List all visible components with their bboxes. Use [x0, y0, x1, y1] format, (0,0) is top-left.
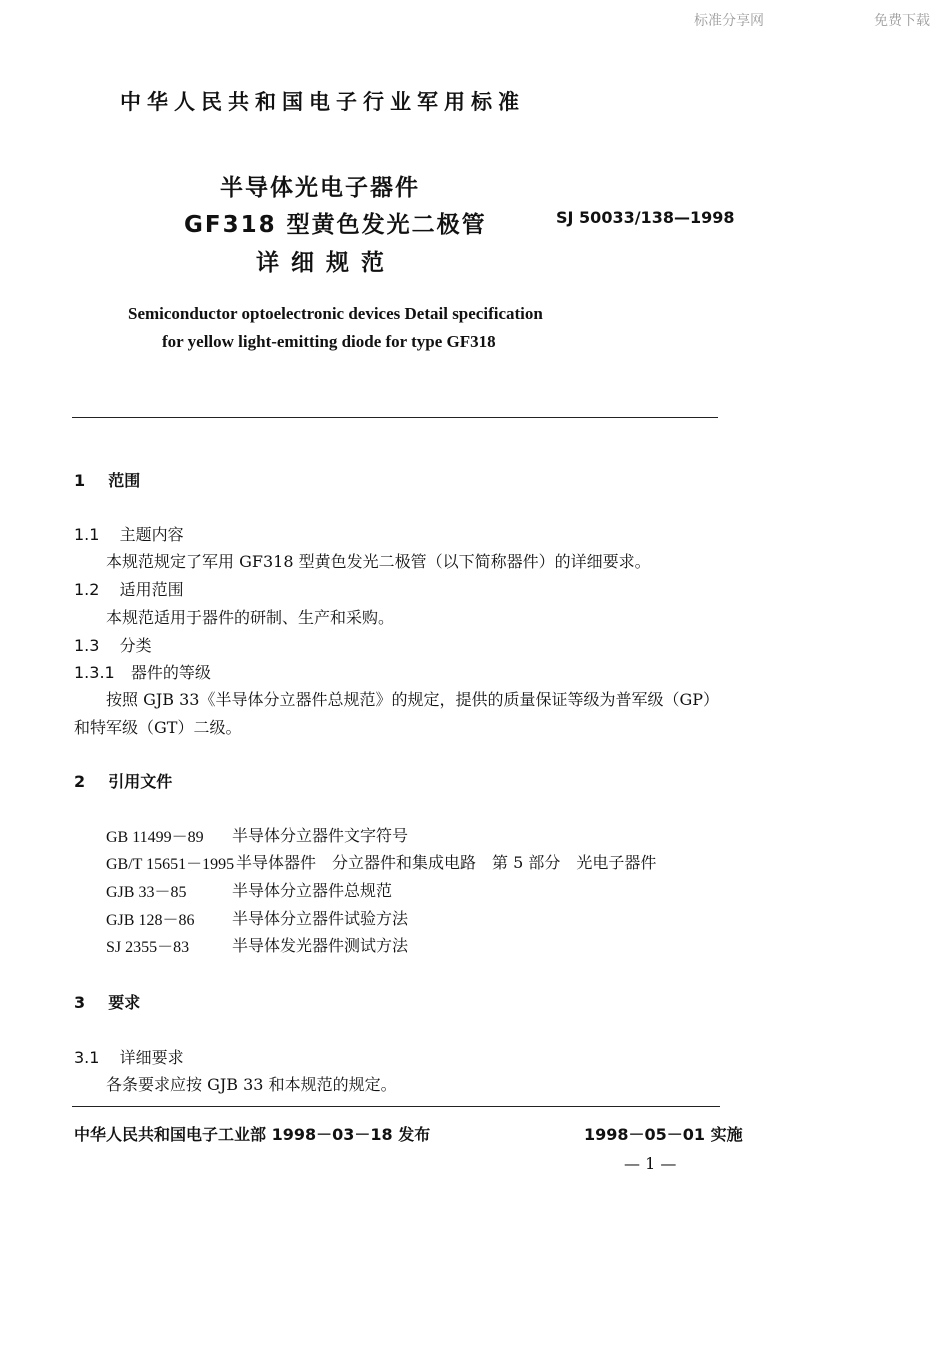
section-3-1-heading [74, 1045, 184, 1068]
page-number: — 1 — [624, 1154, 677, 1173]
section-number: 1.1 [74, 525, 100, 544]
section-title: 分类 [119, 636, 152, 655]
footer-divider [72, 1106, 720, 1107]
section-1-3-1-text-line1: 按照 GJB 33《半导体分立器件总规范》的规定，提供的质量保证等级为普军级（GP） [106, 690, 720, 709]
section-number: 1.3 [74, 636, 100, 655]
watermark-left: 标准分享网 [694, 13, 764, 29]
reference-title: 半导体器件 分立器件和集成电路 第 5 部分 光电子器件 [236, 853, 657, 872]
section-number: 1 [74, 471, 86, 490]
effective-statement: 1998－05－01 实施 [584, 1125, 743, 1144]
reference-title: 半导体分立器件试验方法 [232, 909, 409, 928]
reference-code: SJ 2355－83 [106, 939, 190, 956]
section-number: 3 [74, 993, 86, 1012]
section-1-2-heading [74, 577, 184, 600]
section-1-2-text: 本规范适用于器件的研制、生产和采购。 [106, 608, 395, 627]
reference-code: GJB 128－86 [106, 912, 195, 929]
title-line2: GF318 型黄色发光二极管 [184, 212, 487, 238]
reference-code: GB/T 15651－1995 [106, 856, 235, 873]
section-1-1-text: 本规范规定了军用 GF318 型黄色发光二极管（以下简称器件）的详细要求。 [106, 552, 651, 571]
section-1-3-1-text-line2: 和特军级（GT）二级。 [74, 718, 242, 737]
standard-category: 中华人民共和国电子行业军用标准 [120, 90, 525, 114]
reference-title: 半导体分立器件总规范 [232, 881, 393, 900]
reference-title: 半导体分立器件文字符号 [232, 826, 409, 845]
title-line1: 半导体光电子器件 [220, 175, 420, 201]
section-number: 2 [74, 772, 86, 791]
section-1-3-heading [74, 633, 152, 656]
standard-number: SJ 50033/138—1998 [556, 208, 735, 227]
section-title: 引用文件 [108, 772, 173, 791]
section-1-1-heading [74, 522, 184, 545]
issued-statement: 中华人民共和国电子工业部 1998－03－18 发布 [74, 1125, 431, 1144]
section-1-3-1-heading [74, 660, 211, 683]
section-number: 1.3.1 [74, 663, 115, 682]
section-title: 器件的等级 [130, 663, 211, 682]
title-divider [72, 417, 718, 418]
reference-code: GJB 33－85 [106, 884, 187, 901]
english-title-line2: for yellow light-emitting diode for type GF318 [162, 332, 496, 351]
section-title: 详细要求 [119, 1048, 184, 1067]
reference-code: GB 11499－89 [106, 829, 204, 846]
section-number: 1.2 [74, 580, 100, 599]
watermark-right: 免费下载 [874, 13, 930, 29]
section-number: 3.1 [74, 1048, 100, 1067]
section-title: 适用范围 [119, 580, 184, 599]
english-title-line1: Semiconductor optoelectronic devices Detail specification [128, 304, 543, 323]
section-3-1-text: 各条要求应按 GJB 33 和本规范的规定。 [106, 1075, 397, 1094]
section-1-heading [74, 468, 140, 491]
section-3-heading [74, 990, 140, 1013]
section-title: 主题内容 [119, 525, 184, 544]
section-title: 要求 [108, 993, 141, 1012]
reference-title: 半导体发光器件测试方法 [232, 936, 409, 955]
section-title: 范围 [108, 471, 141, 490]
title-line3: 详 细 规 范 [256, 250, 387, 276]
section-2-heading [74, 769, 172, 792]
